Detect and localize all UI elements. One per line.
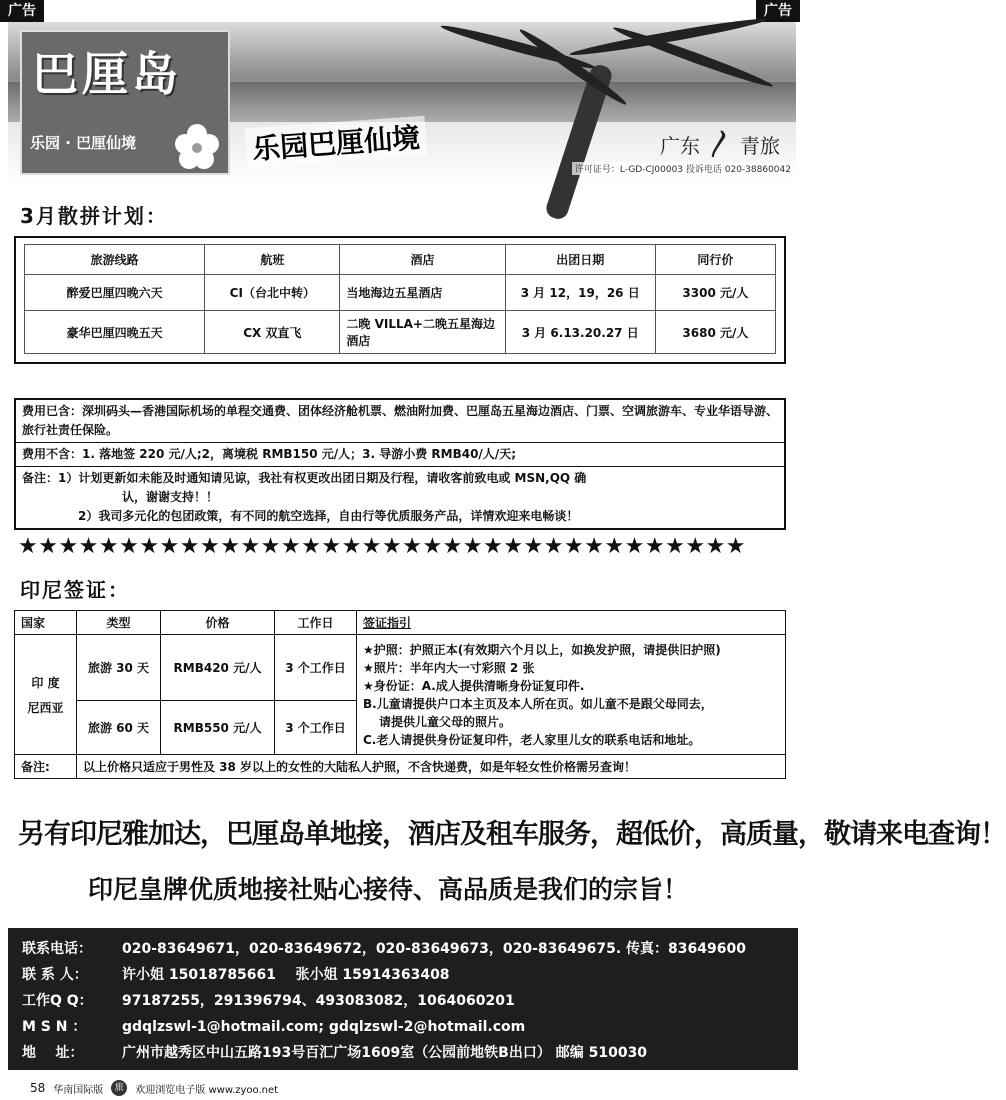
- person-value: 许小姐 15018785661 张小姐 15914363408: [122, 967, 450, 983]
- ad-label-left: 广告: [0, 0, 44, 22]
- promo-line-2: 印尼皇牌优质地接社贴心接待、高品质是我们的宗旨！: [88, 875, 689, 904]
- brand-name: [660, 122, 780, 162]
- route-cell: 醉爱巴厘四晚六天: [25, 275, 205, 311]
- star-divider: ★★★★★★★★★★★★★★★★★★★★★★★★★★★★★★★★★★★★: [18, 534, 747, 559]
- fee-included: 费用已含：深圳码头—香港国际机场的单程交通费、团体经济舱机票、燃油附加费、巴厘岛五星海边酒店、门票、空调旅游车、专业华语导游、旅行社责任保险。: [22, 404, 779, 437]
- msn-value: gdqlzswl-1@hotmail.com; gdqlzswl-2@hotmail.com: [122, 1019, 526, 1035]
- country-line-2: 尼西亚: [27, 700, 64, 715]
- type-cell: 旅游 30 天: [77, 635, 161, 701]
- page-number: 58: [30, 1081, 46, 1095]
- address-value: 广州市越秀区中山五路193号百汇广场1609室（公园前地铁B出口） 邮编 510030: [122, 1045, 648, 1061]
- price-cell: 3680 元/人: [655, 311, 775, 354]
- page-footer: [30, 1080, 278, 1096]
- ad-label-right: 广告: [756, 0, 800, 22]
- logo: [20, 30, 230, 175]
- col-flight: 航班: [205, 245, 340, 275]
- table-row: [25, 311, 776, 354]
- msn-label: M S N ：: [22, 1019, 87, 1035]
- publication-logo-icon: 旅: [111, 1080, 127, 1096]
- days-cell: 3 个工作日: [275, 701, 357, 755]
- contact-panel: [8, 928, 798, 1070]
- guide-photo: ★照片：半年内大一寸彩照 2 张: [363, 660, 535, 675]
- col-country: 国家: [15, 611, 77, 635]
- flight-cell: CI（台北中转）: [205, 275, 340, 311]
- brand-right: 青旅: [740, 134, 780, 158]
- fee-box: [14, 398, 786, 530]
- col-price: 同行价: [655, 245, 775, 275]
- col-type: 类型: [77, 611, 161, 635]
- tour-table-box: [14, 236, 786, 364]
- price-cell: 3300 元/人: [655, 275, 775, 311]
- hotel-cell: 当地海边五星酒店: [340, 275, 505, 311]
- fee-excluded: 费用不含：1. 落地签 220 元/人;2，离境税 RMB150 元/人；3. 导游小费 RMB40/人/天;: [16, 442, 784, 466]
- contact-phone-row: [22, 936, 784, 962]
- brand-logo-icon: 〳: [705, 127, 734, 160]
- visa-note-text: 以上价格只适应于男性及 38 岁以上的女性的大陆私人护照，不含快递费，如是年轻女性价格需另查询！: [77, 755, 786, 779]
- brand-left: 广东: [659, 134, 700, 158]
- col-price: 价格: [161, 611, 275, 635]
- country-cell: [15, 635, 77, 755]
- hero-title: 乐园巴厘仙境: [245, 116, 427, 168]
- hero-banner: [8, 22, 796, 182]
- phone-label: 联系电话：: [22, 941, 92, 957]
- note-1: 备注：1）计划更新如未能及时通知请见谅，我社有权更改出团日期及行程，请收客前致电或 MSN,QQ 确: [22, 471, 587, 485]
- note-1-cont: 认，谢谢支持！！: [122, 490, 219, 504]
- guide-child-cont: 请提供儿童父母的照片。: [379, 714, 512, 729]
- hotel-cell: 二晚 VILLA+二晚五星海边酒店: [340, 311, 505, 354]
- col-dates: 出团日期: [505, 245, 655, 275]
- col-route: 旅游线路: [25, 245, 205, 275]
- qq-value: 97187255，291396794、493083082，1064060201: [122, 993, 515, 1009]
- promo-line-1: 另有印尼雅加达，巴厘岛单地接，酒店及租车服务，超低价，高质量，敬请来电查询！: [18, 819, 1006, 850]
- dates-cell: 3 月 12，19，26 日: [505, 275, 655, 311]
- col-hotel: 酒店: [340, 245, 505, 275]
- license-info: 许可证号：L-GD-CJ00003 投诉电话 020-38860042: [572, 162, 794, 175]
- fee-notes: [16, 466, 784, 528]
- table-row: [25, 275, 776, 311]
- contact-msn-row: [22, 1014, 784, 1040]
- guide-elder: C.老人请提供身份证复印件，老人家里儿女的联系电话和地址。: [363, 732, 701, 747]
- flower-icon: [172, 122, 222, 172]
- route-cell: 豪华巴厘四晚五天: [25, 311, 205, 354]
- col-days: 工作日: [275, 611, 357, 635]
- table-header-row: [15, 611, 786, 635]
- qq-label: 工作Q Q：: [22, 993, 93, 1009]
- country-line-1: 印 度: [31, 675, 60, 690]
- days-cell: 3 个工作日: [275, 635, 357, 701]
- price-cell: RMB550 元/人: [161, 701, 275, 755]
- person-label: 联 系 人：: [22, 967, 88, 983]
- type-cell: 旅游 60 天: [77, 701, 161, 755]
- tour-table: [24, 244, 776, 354]
- contact-qq-row: [22, 988, 784, 1014]
- contact-person-row: [22, 962, 784, 988]
- guide-passport: ★护照：护照正本(有效期六个月以上，如换发护照，请提供旧护照): [363, 642, 721, 657]
- price-cell: RMB420 元/人: [161, 635, 275, 701]
- visa-section-title: 印尼签证：: [20, 578, 130, 602]
- logo-sub-text: 乐园 · 巴厘仙境: [30, 134, 137, 152]
- guide-child: B.儿童请提供户口本主页及本人所在页。如儿童不是跟父母同去，: [363, 696, 713, 711]
- table-row: [15, 755, 786, 779]
- flight-cell: CX 双直飞: [205, 311, 340, 354]
- contact-address-row: [22, 1040, 784, 1066]
- note-2: 2）我司多元化的包团政策，有不同的航空选择，自由行等优质服务产品，详情欢迎来电畅谈！: [78, 509, 579, 523]
- logo-main-text: 巴厘岛: [32, 47, 182, 101]
- phone-value: 020-83649671，020-83649672，020-83649673，020-83649675. 传真：83649600: [122, 941, 746, 957]
- table-row: [15, 635, 786, 701]
- dates-cell: 3 月 6.13.20.27 日: [505, 311, 655, 354]
- address-label: 地 址：: [22, 1045, 84, 1061]
- visa-table: [14, 610, 786, 779]
- table-header-row: [25, 245, 776, 275]
- tour-section-title: 3月散拼计划：: [20, 204, 168, 228]
- col-guide: 签证指引: [357, 611, 786, 635]
- guide-cell: [357, 635, 786, 755]
- footer-slogan: 欢迎浏览电子版 www.zyoo.net: [135, 1084, 279, 1096]
- visa-note-label: 备注:: [15, 755, 77, 779]
- publication-name: 华南国际版: [53, 1084, 104, 1096]
- guide-id: ★身份证：A.成人提供清晰身份证复印件.: [363, 678, 585, 693]
